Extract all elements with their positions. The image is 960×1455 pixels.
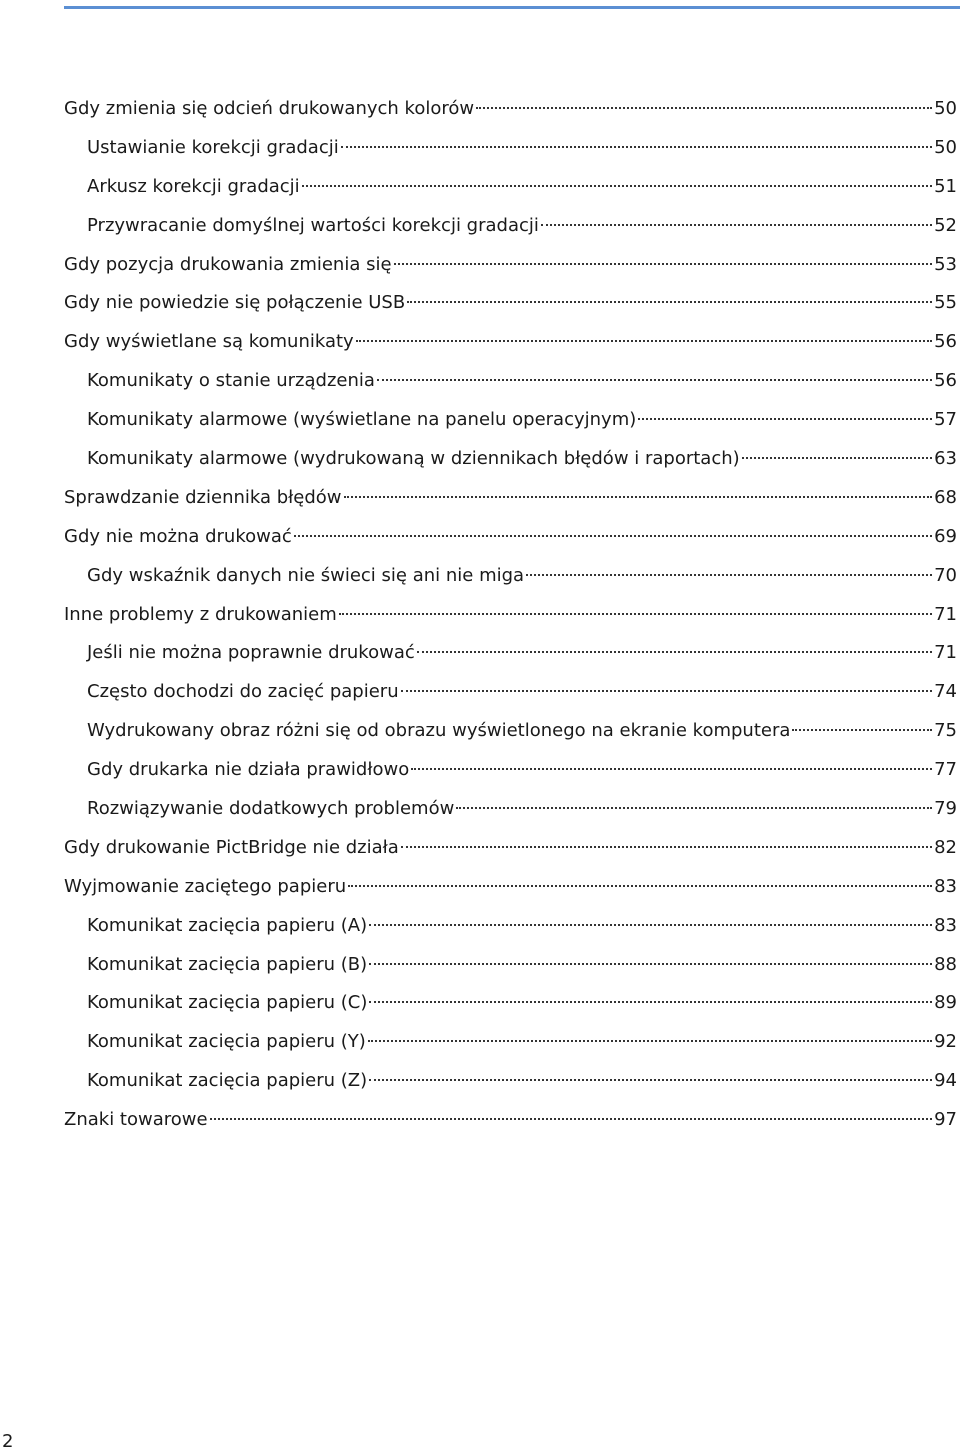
toc-entry-title: Gdy nie można drukować bbox=[64, 525, 292, 547]
toc-entry-title: Gdy drukowanie PictBridge nie działa bbox=[64, 836, 399, 858]
toc-entry[interactable] bbox=[64, 829, 957, 868]
toc-dot-leader bbox=[394, 263, 933, 265]
toc-entry-title: Gdy zmienia się odcień drukowanych kolorów bbox=[64, 98, 475, 119]
page-number: 2 bbox=[2, 1431, 14, 1452]
toc-entry-page: 75 bbox=[934, 720, 957, 742]
toc-entry-page: 92 bbox=[934, 1031, 957, 1053]
toc-entry-title: Gdy wyświetlane są komunikaty bbox=[64, 331, 354, 353]
toc-entry[interactable] bbox=[64, 518, 957, 557]
toc-dot-leader bbox=[638, 418, 932, 420]
toc-entry-title: Komunikat zacięcia papieru (A) bbox=[87, 914, 368, 936]
toc-entry-title: Jeśli nie można poprawnie drukować bbox=[87, 642, 415, 664]
toc-entry[interactable] bbox=[64, 90, 957, 129]
toc-entry[interactable] bbox=[64, 673, 957, 712]
toc-entry-page: 68 bbox=[934, 486, 957, 508]
toc-dot-leader bbox=[401, 690, 932, 692]
toc-entry[interactable] bbox=[64, 557, 957, 596]
toc-dot-leader bbox=[401, 846, 932, 848]
toc-entry-page: 89 bbox=[934, 992, 957, 1014]
toc-entry-title: Znaki towarowe bbox=[64, 1109, 208, 1131]
toc-entry-title: Często dochodzi do zacięć papieru bbox=[87, 681, 399, 703]
toc-entry-title: Przywracanie domyślnej wartości korekcji gradacji bbox=[87, 214, 539, 236]
toc-entry[interactable] bbox=[64, 284, 957, 323]
toc-dot-leader bbox=[368, 1040, 932, 1042]
toc-dot-leader bbox=[411, 768, 932, 770]
toc-dot-leader bbox=[294, 535, 932, 537]
toc-dot-leader bbox=[356, 340, 932, 342]
toc-entry[interactable] bbox=[64, 440, 957, 479]
toc-entry-title: Gdy wskaźnik danych nie świeci się ani nie miga bbox=[87, 564, 525, 586]
toc-entry-page: 79 bbox=[934, 798, 957, 820]
toc-dot-leader bbox=[407, 301, 932, 303]
toc-entry-page: 57 bbox=[934, 409, 957, 431]
toc-entry-title: Gdy nie powiedzie się połączenie USB bbox=[64, 292, 406, 314]
toc-entry-title: Komunikaty alarmowe (wyświetlane na panelu operacyjnym) bbox=[87, 409, 637, 431]
toc-entry[interactable] bbox=[64, 246, 957, 285]
toc-entry-title: Wydrukowany obraz różni się od obrazu wyświetlonego na ekranie komputera bbox=[87, 720, 791, 742]
toc-entry-page: 97 bbox=[934, 1109, 957, 1131]
toc-dot-leader bbox=[377, 379, 932, 381]
toc-dot-leader bbox=[339, 613, 932, 615]
toc-dot-leader bbox=[526, 574, 932, 576]
toc-dot-leader bbox=[348, 885, 932, 887]
toc-dot-leader bbox=[341, 146, 932, 148]
toc-entry-title: Komunikat zacięcia papieru (Y) bbox=[87, 1031, 366, 1053]
toc-entry[interactable] bbox=[64, 751, 957, 790]
toc-entry-title: Komunikat zacięcia papieru (B) bbox=[87, 953, 368, 975]
toc-entry[interactable] bbox=[64, 129, 957, 168]
toc-entry-page: 70 bbox=[934, 564, 957, 586]
toc-entry-page: 71 bbox=[934, 642, 957, 664]
toc-entry-title: Komunikaty alarmowe (wydrukowaną w dziennikach błędów i raportach) bbox=[87, 448, 740, 470]
toc-entry-page: 63 bbox=[934, 448, 957, 470]
toc-entry-title: Gdy drukarka nie działa prawidłowo bbox=[87, 759, 410, 781]
toc-entry-page: 71 bbox=[934, 603, 957, 625]
toc-entry-page: 52 bbox=[934, 214, 957, 236]
toc-entry[interactable] bbox=[64, 207, 957, 246]
toc-entry[interactable] bbox=[64, 362, 957, 401]
toc-entry-page: 77 bbox=[934, 759, 957, 781]
toc-dot-leader bbox=[369, 963, 932, 965]
toc-entry-page: 69 bbox=[934, 525, 957, 547]
toc-entry-title: Inne problemy z drukowaniem bbox=[64, 603, 337, 625]
toc-entry-page: 83 bbox=[934, 914, 957, 936]
toc-entry-page: 74 bbox=[934, 681, 957, 703]
toc-entry-page: 83 bbox=[934, 875, 957, 897]
toc-entry-page: 55 bbox=[934, 292, 957, 314]
toc-entry-title: Komunikat zacięcia papieru (Z) bbox=[87, 1070, 368, 1092]
toc-dot-leader bbox=[417, 651, 932, 653]
toc-entry-page: 56 bbox=[934, 370, 957, 392]
toc-entry[interactable] bbox=[64, 1062, 957, 1101]
toc-entry-page: 50 bbox=[934, 98, 957, 119]
toc-entry[interactable] bbox=[64, 1101, 957, 1140]
toc-dot-leader bbox=[742, 457, 932, 459]
toc-entry[interactable] bbox=[64, 1023, 957, 1062]
toc-entry-page: 51 bbox=[934, 175, 957, 197]
toc-dot-leader bbox=[369, 1079, 932, 1081]
toc-entry-title: Wyjmowanie zaciętego papieru bbox=[64, 875, 347, 897]
toc-entry[interactable] bbox=[64, 712, 957, 751]
toc-entry-title: Ustawianie korekcji gradacji bbox=[87, 136, 339, 158]
toc-dot-leader bbox=[210, 1118, 933, 1120]
toc-entry-page: 94 bbox=[934, 1070, 957, 1092]
toc-entry[interactable] bbox=[64, 479, 957, 518]
toc-entry[interactable] bbox=[64, 790, 957, 829]
toc-entry-title: Komunikaty o stanie urządzenia bbox=[87, 370, 375, 392]
toc-entry[interactable] bbox=[64, 868, 957, 907]
toc-dot-leader bbox=[476, 107, 932, 109]
toc-dot-leader bbox=[302, 185, 932, 187]
toc-entry[interactable] bbox=[64, 946, 957, 985]
toc-dot-leader bbox=[456, 807, 932, 809]
table-of-contents bbox=[64, 90, 957, 1140]
toc-entry[interactable] bbox=[64, 596, 957, 635]
toc-dot-leader bbox=[369, 924, 932, 926]
toc-entry-page: 82 bbox=[934, 836, 957, 858]
toc-entry[interactable] bbox=[64, 401, 957, 440]
toc-dot-leader bbox=[344, 496, 933, 498]
toc-entry-title: Komunikat zacięcia papieru (C) bbox=[87, 992, 368, 1014]
toc-entry-page: 88 bbox=[934, 953, 957, 975]
toc-entry[interactable] bbox=[64, 168, 957, 207]
toc-entry[interactable] bbox=[64, 634, 957, 673]
toc-dot-leader bbox=[792, 729, 932, 731]
toc-entry-title: Arkusz korekcji gradacji bbox=[87, 175, 300, 197]
toc-entry-page: 56 bbox=[934, 331, 957, 353]
toc-entry[interactable] bbox=[64, 323, 957, 362]
header-rule bbox=[64, 6, 960, 9]
toc-entry-title: Sprawdzanie dziennika błędów bbox=[64, 486, 342, 508]
toc-entry-title: Rozwiązywanie dodatkowych problemów bbox=[87, 798, 455, 820]
toc-entry-title: Gdy pozycja drukowania zmienia się bbox=[64, 253, 392, 275]
toc-entry-page: 53 bbox=[934, 253, 957, 275]
toc-dot-leader bbox=[541, 224, 932, 226]
toc-entry[interactable] bbox=[64, 984, 957, 1023]
toc-entry[interactable] bbox=[64, 907, 957, 946]
toc-dot-leader bbox=[369, 1001, 932, 1003]
toc-entry-page: 50 bbox=[934, 136, 957, 158]
